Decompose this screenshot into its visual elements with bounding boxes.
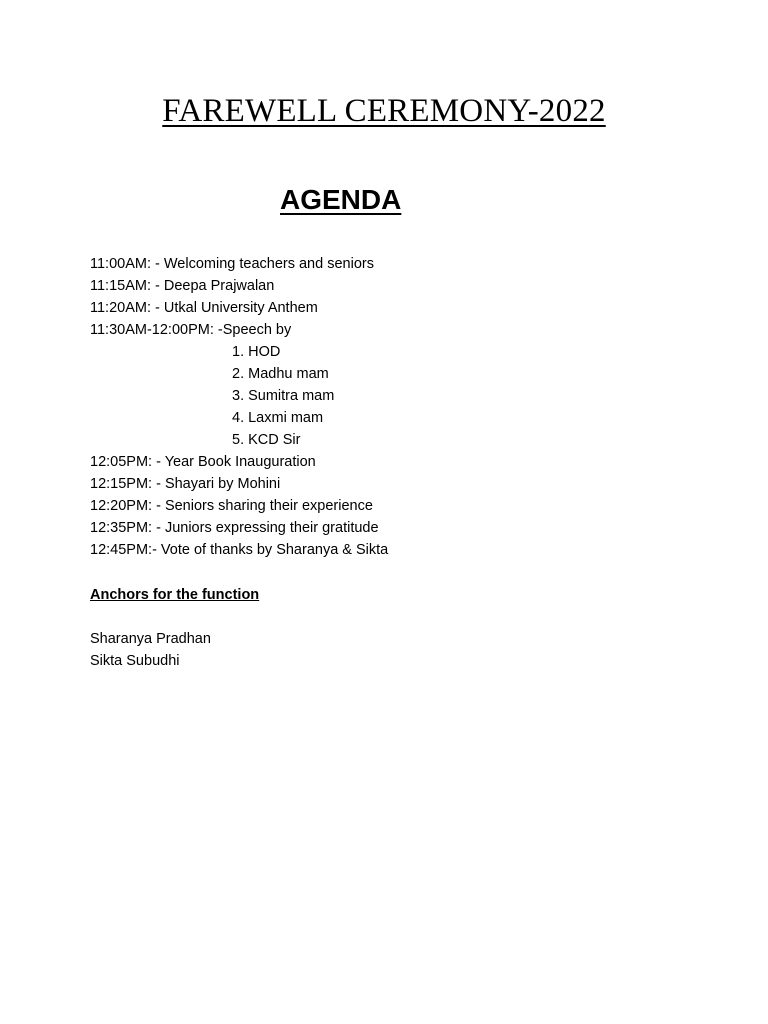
anchor-name: Sharanya Pradhan	[90, 631, 211, 647]
speaker-item: 5. KCD Sir	[232, 432, 301, 448]
speaker-item: 2. Madhu mam	[232, 366, 329, 382]
agenda-item: 12:20PM: - Seniors sharing their experience	[90, 498, 373, 514]
agenda-heading: AGENDA	[280, 184, 402, 215]
speaker-item: 3. Sumitra mam	[232, 388, 335, 404]
agenda-item: 11:20AM: - Utkal University Anthem	[90, 300, 318, 316]
agenda-item: 11:15AM: - Deepa Prajwalan	[90, 278, 275, 294]
speaker-item: 1. HOD	[232, 344, 281, 360]
agenda-item: 12:45PM:- Vote of thanks by Sharanya & Sikta	[90, 542, 389, 558]
agenda-list	[90, 253, 730, 561]
agenda-item: 12:35PM: - Juniors expressing their gratitude	[90, 520, 379, 536]
page-title: FAREWELL CEREMONY-2022	[162, 93, 606, 129]
speaker-item: 4. Laxmi mam	[232, 410, 324, 426]
agenda-item: 12:05PM: - Year Book Inauguration	[90, 454, 316, 470]
anchor-name: Sikta Subudhi	[90, 653, 180, 669]
anchors-list	[90, 628, 211, 672]
anchors-heading: Anchors for the function	[90, 587, 260, 603]
agenda-item: 11:00AM: - Welcoming teachers and seniors	[90, 256, 374, 272]
agenda-item: 11:30AM-12:00PM: -Speech by	[90, 322, 292, 338]
agenda-item: 12:15PM: - Shayari by Mohini	[90, 476, 281, 492]
